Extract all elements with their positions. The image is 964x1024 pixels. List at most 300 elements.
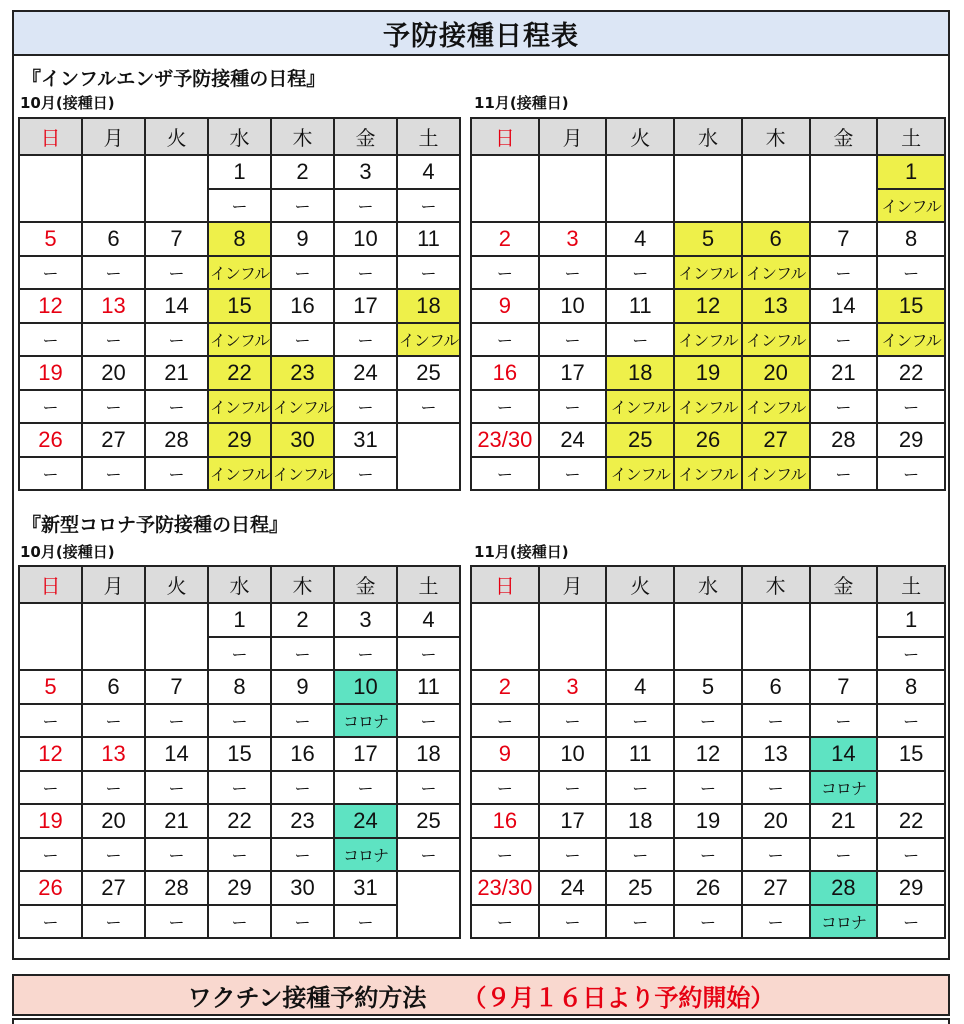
day-number: 27 xyxy=(82,871,145,905)
no-slot: ー xyxy=(145,771,208,804)
no-slot xyxy=(877,771,945,804)
no-slot: ー xyxy=(271,189,334,222)
no-slot: ー xyxy=(606,256,674,289)
no-slot: ー xyxy=(334,905,397,938)
day-number: 2 xyxy=(471,670,539,704)
no-slot: ー xyxy=(877,390,945,423)
date-row xyxy=(471,871,945,905)
day-number: 14 xyxy=(145,737,208,771)
empty-day-cell xyxy=(19,603,82,670)
day-number: 9 xyxy=(271,222,334,256)
date-row xyxy=(471,356,945,390)
date-row xyxy=(471,222,945,256)
no-slot: ー xyxy=(471,390,539,423)
day-number: 25 xyxy=(397,356,460,390)
day-number: 17 xyxy=(539,804,607,838)
no-slot: ー xyxy=(145,704,208,737)
no-slot: ー xyxy=(145,323,208,356)
day-number: 11 xyxy=(397,670,460,704)
date-row xyxy=(471,737,945,771)
no-slot: ー xyxy=(539,323,607,356)
day-number: 28 xyxy=(810,423,878,457)
day-number: 7 xyxy=(145,670,208,704)
day-number: 5 xyxy=(674,670,742,704)
weekday-thu: 木 xyxy=(271,118,334,155)
vaccination-slot: コロナ xyxy=(334,838,397,871)
day-number: 23 xyxy=(271,804,334,838)
day-number: 26 xyxy=(674,871,742,905)
date-row xyxy=(471,155,945,189)
weekday-mon: 月 xyxy=(539,118,607,155)
day-number: 11 xyxy=(606,737,674,771)
no-slot: ー xyxy=(742,771,810,804)
no-slot: ー xyxy=(334,256,397,289)
day-number: 17 xyxy=(334,737,397,771)
vaccination-slot: コロナ xyxy=(810,771,878,804)
no-slot: ー xyxy=(271,771,334,804)
weekday-fri: 金 xyxy=(334,566,397,603)
no-slot: ー xyxy=(742,905,810,938)
empty-day-cell xyxy=(471,155,539,222)
day-number: 16 xyxy=(271,289,334,323)
no-slot: ー xyxy=(271,838,334,871)
no-slot: ー xyxy=(271,905,334,938)
day-number: 25 xyxy=(606,871,674,905)
date-row xyxy=(471,289,945,323)
no-slot: ー xyxy=(208,189,271,222)
slot-row xyxy=(471,323,945,356)
slot-row xyxy=(471,390,945,423)
no-slot: ー xyxy=(539,905,607,938)
day-number: 1 xyxy=(877,155,945,189)
slot-row xyxy=(19,457,460,490)
empty-day-cell xyxy=(397,423,460,490)
no-slot: ー xyxy=(606,323,674,356)
day-number: 4 xyxy=(606,222,674,256)
covid-nov-label: 11月(接種日) xyxy=(474,543,569,561)
no-slot: ー xyxy=(19,457,82,490)
no-slot: ー xyxy=(539,704,607,737)
slot-row xyxy=(471,838,945,871)
slot-row xyxy=(471,704,945,737)
no-slot: ー xyxy=(674,704,742,737)
no-slot: ー xyxy=(397,704,460,737)
day-number: 18 xyxy=(606,804,674,838)
no-slot: ー xyxy=(208,905,271,938)
empty-day-cell xyxy=(674,155,742,222)
weekday-sat: 土 xyxy=(877,566,945,603)
no-slot: ー xyxy=(810,390,878,423)
day-number: 1 xyxy=(208,155,271,189)
day-number: 14 xyxy=(145,289,208,323)
weekday-sat: 土 xyxy=(397,118,460,155)
day-number: 3 xyxy=(334,155,397,189)
weekday-thu: 木 xyxy=(271,566,334,603)
no-slot: ー xyxy=(82,390,145,423)
day-number: 3 xyxy=(539,670,607,704)
date-row xyxy=(19,670,460,704)
date-row xyxy=(471,804,945,838)
no-slot: ー xyxy=(810,838,878,871)
weekday-header-row xyxy=(19,118,460,155)
weekday-wed: 水 xyxy=(208,118,271,155)
no-slot: ー xyxy=(334,637,397,670)
day-number: 7 xyxy=(145,222,208,256)
day-number: 3 xyxy=(334,603,397,637)
day-number: 14 xyxy=(810,289,878,323)
day-number: 13 xyxy=(742,289,810,323)
flu-oct-label: 10月(接種日) xyxy=(20,94,115,112)
no-slot: ー xyxy=(810,323,878,356)
no-slot: ー xyxy=(810,457,878,490)
covid-october-calendar xyxy=(18,565,461,939)
day-number: 8 xyxy=(877,670,945,704)
weekday-mon: 月 xyxy=(82,566,145,603)
day-number: 27 xyxy=(742,423,810,457)
weekday-thu: 木 xyxy=(742,118,810,155)
slot-row xyxy=(19,771,460,804)
day-number: 2 xyxy=(471,222,539,256)
reservation-method-bar xyxy=(12,974,950,1016)
no-slot: ー xyxy=(19,390,82,423)
next-section-border xyxy=(12,1018,950,1024)
day-number: 18 xyxy=(397,289,460,323)
vaccination-slot: インフル xyxy=(271,390,334,423)
slot-row xyxy=(19,390,460,423)
day-number: 2 xyxy=(271,155,334,189)
no-slot: ー xyxy=(471,323,539,356)
day-number: 23/30 xyxy=(471,871,539,905)
day-number: 13 xyxy=(742,737,810,771)
no-slot: ー xyxy=(877,838,945,871)
slot-row xyxy=(471,771,945,804)
day-number: 30 xyxy=(271,871,334,905)
day-number: 15 xyxy=(208,737,271,771)
day-number: 22 xyxy=(208,356,271,390)
no-slot: ー xyxy=(334,390,397,423)
no-slot: ー xyxy=(397,189,460,222)
day-number: 28 xyxy=(145,871,208,905)
day-number: 5 xyxy=(19,670,82,704)
empty-day-cell xyxy=(145,155,208,222)
no-slot: ー xyxy=(208,704,271,737)
slot-row xyxy=(471,256,945,289)
no-slot: ー xyxy=(471,905,539,938)
day-number: 12 xyxy=(19,737,82,771)
day-number: 31 xyxy=(334,423,397,457)
no-slot: ー xyxy=(82,323,145,356)
covid-section-label: 『新型コロナ予防接種の日程』 xyxy=(22,514,289,536)
vaccination-slot: インフル xyxy=(877,323,945,356)
reservation-start-note: （９月１６日より予約開始） xyxy=(462,983,775,1012)
no-slot: ー xyxy=(674,771,742,804)
vaccination-slot: コロナ xyxy=(334,704,397,737)
no-slot: ー xyxy=(606,905,674,938)
no-slot: ー xyxy=(208,838,271,871)
no-slot: ー xyxy=(145,905,208,938)
date-row xyxy=(19,737,460,771)
no-slot: ー xyxy=(82,838,145,871)
no-slot: ー xyxy=(19,323,82,356)
empty-day-cell xyxy=(19,155,82,222)
empty-day-cell xyxy=(606,155,674,222)
weekday-wed: 水 xyxy=(674,118,742,155)
vaccination-slot: インフル xyxy=(397,323,460,356)
day-number: 31 xyxy=(334,871,397,905)
no-slot: ー xyxy=(877,637,945,670)
slot-row xyxy=(19,704,460,737)
weekday-header-row xyxy=(19,566,460,603)
weekday-tue: 火 xyxy=(606,566,674,603)
day-number: 11 xyxy=(606,289,674,323)
day-number: 27 xyxy=(742,871,810,905)
no-slot: ー xyxy=(606,704,674,737)
day-number: 20 xyxy=(742,356,810,390)
day-number: 13 xyxy=(82,289,145,323)
no-slot: ー xyxy=(271,256,334,289)
no-slot: ー xyxy=(471,704,539,737)
vaccination-slot: インフル xyxy=(606,390,674,423)
day-number: 17 xyxy=(334,289,397,323)
day-number: 15 xyxy=(877,289,945,323)
no-slot: ー xyxy=(606,838,674,871)
no-slot: ー xyxy=(82,704,145,737)
date-row xyxy=(471,603,945,637)
flu-nov-label: 11月(接種日) xyxy=(474,94,569,112)
no-slot: ー xyxy=(810,256,878,289)
empty-day-cell xyxy=(606,603,674,670)
no-slot: ー xyxy=(674,905,742,938)
day-number: 22 xyxy=(208,804,271,838)
weekday-header-row xyxy=(471,118,945,155)
vaccination-slot: インフル xyxy=(674,256,742,289)
weekday-fri: 金 xyxy=(810,566,878,603)
day-number: 29 xyxy=(208,423,271,457)
day-number: 15 xyxy=(208,289,271,323)
no-slot: ー xyxy=(208,771,271,804)
weekday-header-row xyxy=(471,566,945,603)
no-slot: ー xyxy=(539,838,607,871)
weekday-wed: 水 xyxy=(208,566,271,603)
no-slot: ー xyxy=(471,256,539,289)
vaccination-slot: インフル xyxy=(742,457,810,490)
date-row xyxy=(19,222,460,256)
day-number: 30 xyxy=(271,423,334,457)
no-slot: ー xyxy=(19,838,82,871)
date-row xyxy=(19,871,460,905)
no-slot: ー xyxy=(471,838,539,871)
flu-section-label: 『インフルエンザ予防接種の日程』 xyxy=(22,68,326,90)
no-slot: ー xyxy=(334,771,397,804)
no-slot: ー xyxy=(877,256,945,289)
no-slot: ー xyxy=(334,457,397,490)
day-number: 10 xyxy=(539,289,607,323)
no-slot: ー xyxy=(145,838,208,871)
day-number: 21 xyxy=(810,356,878,390)
weekday-mon: 月 xyxy=(539,566,607,603)
no-slot: ー xyxy=(539,457,607,490)
empty-day-cell xyxy=(82,603,145,670)
day-number: 12 xyxy=(674,737,742,771)
no-slot: ー xyxy=(606,771,674,804)
empty-day-cell xyxy=(742,155,810,222)
day-number: 14 xyxy=(810,737,878,771)
day-number: 20 xyxy=(82,356,145,390)
empty-day-cell xyxy=(145,603,208,670)
empty-day-cell xyxy=(674,603,742,670)
no-slot: ー xyxy=(742,704,810,737)
weekday-mon: 月 xyxy=(82,118,145,155)
day-number: 25 xyxy=(397,804,460,838)
no-slot: ー xyxy=(877,704,945,737)
covid-november-calendar xyxy=(470,565,946,939)
weekday-fri: 金 xyxy=(334,118,397,155)
day-number: 10 xyxy=(334,222,397,256)
empty-day-cell xyxy=(397,871,460,938)
day-number: 24 xyxy=(539,871,607,905)
day-number: 19 xyxy=(19,804,82,838)
empty-day-cell xyxy=(471,603,539,670)
date-row xyxy=(19,423,460,457)
covid-oct-label: 10月(接種日) xyxy=(20,543,115,561)
day-number: 4 xyxy=(606,670,674,704)
empty-day-cell xyxy=(810,603,878,670)
vaccination-slot: インフル xyxy=(208,323,271,356)
no-slot: ー xyxy=(397,256,460,289)
no-slot: ー xyxy=(397,771,460,804)
date-row xyxy=(471,423,945,457)
day-number: 1 xyxy=(208,603,271,637)
day-number: 16 xyxy=(471,804,539,838)
weekday-thu: 木 xyxy=(742,566,810,603)
day-number: 22 xyxy=(877,804,945,838)
day-number: 27 xyxy=(82,423,145,457)
day-number: 6 xyxy=(742,670,810,704)
day-number: 8 xyxy=(208,670,271,704)
day-number: 17 xyxy=(539,356,607,390)
day-number: 12 xyxy=(674,289,742,323)
day-number: 26 xyxy=(19,423,82,457)
no-slot: ー xyxy=(271,323,334,356)
day-number: 16 xyxy=(471,356,539,390)
flu-november-calendar xyxy=(470,117,946,491)
day-number: 10 xyxy=(334,670,397,704)
day-number: 26 xyxy=(674,423,742,457)
day-number: 7 xyxy=(810,222,878,256)
no-slot: ー xyxy=(877,905,945,938)
weekday-sun: 日 xyxy=(19,118,82,155)
day-number: 8 xyxy=(877,222,945,256)
page-title: 予防接種日程表 xyxy=(12,10,950,56)
day-number: 29 xyxy=(877,423,945,457)
no-slot: ー xyxy=(19,771,82,804)
vaccination-slot: インフル xyxy=(674,390,742,423)
day-number: 4 xyxy=(397,155,460,189)
day-number: 11 xyxy=(397,222,460,256)
no-slot: ー xyxy=(271,637,334,670)
day-number: 5 xyxy=(19,222,82,256)
flu-october-calendar xyxy=(18,117,461,491)
vaccination-slot: インフル xyxy=(742,323,810,356)
day-number: 18 xyxy=(397,737,460,771)
day-number: 4 xyxy=(397,603,460,637)
day-number: 9 xyxy=(271,670,334,704)
day-number: 24 xyxy=(334,356,397,390)
day-number: 21 xyxy=(810,804,878,838)
no-slot: ー xyxy=(539,771,607,804)
day-number: 26 xyxy=(19,871,82,905)
day-number: 13 xyxy=(82,737,145,771)
day-number: 1 xyxy=(877,603,945,637)
date-row xyxy=(19,289,460,323)
day-number: 9 xyxy=(471,737,539,771)
no-slot: ー xyxy=(397,838,460,871)
no-slot: ー xyxy=(208,637,271,670)
day-number: 12 xyxy=(19,289,82,323)
no-slot: ー xyxy=(82,905,145,938)
weekday-tue: 火 xyxy=(145,566,208,603)
no-slot: ー xyxy=(145,390,208,423)
no-slot: ー xyxy=(674,838,742,871)
no-slot: ー xyxy=(334,323,397,356)
vaccination-slot: インフル xyxy=(877,189,945,222)
day-number: 23/30 xyxy=(471,423,539,457)
weekday-wed: 水 xyxy=(674,566,742,603)
no-slot: ー xyxy=(145,457,208,490)
day-number: 3 xyxy=(539,222,607,256)
day-number: 20 xyxy=(82,804,145,838)
day-number: 6 xyxy=(82,222,145,256)
day-number: 28 xyxy=(145,423,208,457)
no-slot: ー xyxy=(810,704,878,737)
day-number: 7 xyxy=(810,670,878,704)
day-number: 8 xyxy=(208,222,271,256)
no-slot: ー xyxy=(539,256,607,289)
no-slot: ー xyxy=(82,256,145,289)
vaccination-slot: インフル xyxy=(606,457,674,490)
no-slot: ー xyxy=(82,457,145,490)
vaccination-slot: インフル xyxy=(742,256,810,289)
slot-row xyxy=(19,256,460,289)
slot-row xyxy=(19,905,460,938)
slot-row xyxy=(19,838,460,871)
day-number: 23 xyxy=(271,356,334,390)
vaccination-slot: インフル xyxy=(742,390,810,423)
date-row xyxy=(471,670,945,704)
weekday-tue: 火 xyxy=(606,118,674,155)
day-number: 21 xyxy=(145,804,208,838)
weekday-sun: 日 xyxy=(471,118,539,155)
day-number: 16 xyxy=(271,737,334,771)
vaccination-slot: インフル xyxy=(208,457,271,490)
vaccination-slot: インフル xyxy=(208,256,271,289)
slot-row xyxy=(471,457,945,490)
day-number: 19 xyxy=(674,804,742,838)
day-number: 9 xyxy=(471,289,539,323)
weekday-sat: 土 xyxy=(397,566,460,603)
day-number: 29 xyxy=(877,871,945,905)
no-slot: ー xyxy=(145,256,208,289)
no-slot: ー xyxy=(19,704,82,737)
no-slot: ー xyxy=(334,189,397,222)
day-number: 6 xyxy=(82,670,145,704)
day-number: 10 xyxy=(539,737,607,771)
day-number: 28 xyxy=(810,871,878,905)
date-row xyxy=(19,603,460,637)
empty-day-cell xyxy=(539,155,607,222)
vaccination-slot: インフル xyxy=(271,457,334,490)
day-number: 19 xyxy=(19,356,82,390)
